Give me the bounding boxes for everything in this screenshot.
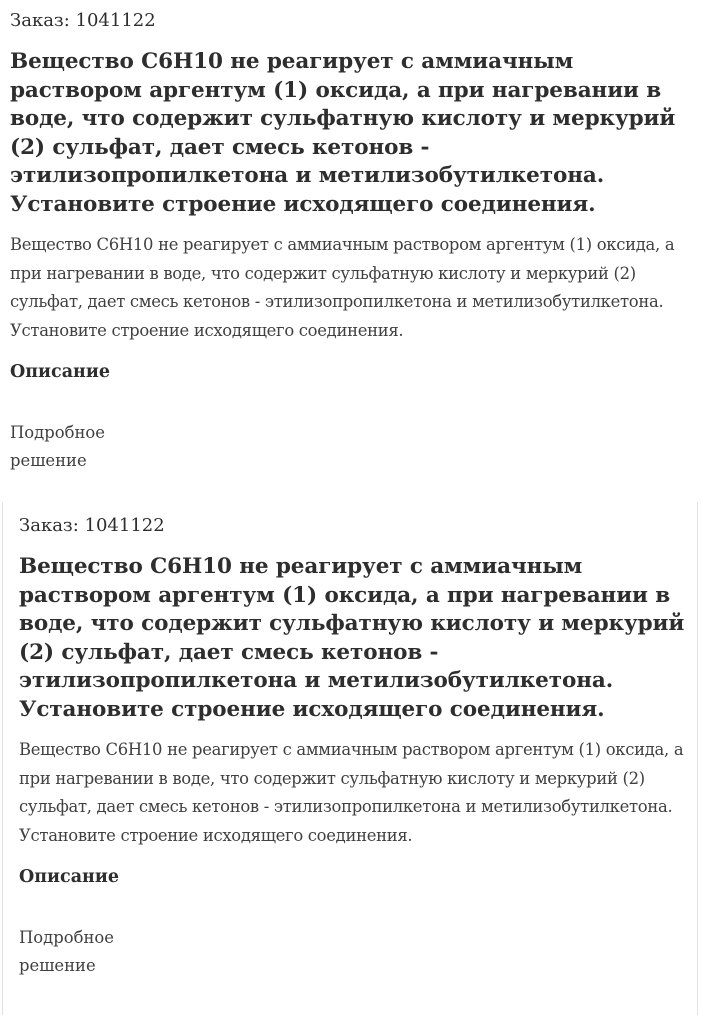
order-number: Заказ: 1041122 (19, 515, 165, 536)
order-number: Заказ: 1041122 (10, 10, 156, 31)
task-block-second (2, 502, 698, 1015)
task-title: Вещество С6Н10 не реагирует с аммиачным раствором аргентум (1) оксида, а при нагревании в воде, что содержит сульфатную кислоту и меркурий (2) сульфат, дает смесь кетонов - этилизопропилкетона и метилизобутилкетона. Установите строение исходящего соединения. (19, 554, 685, 722)
solution-link[interactable]: Подробное решение (19, 928, 114, 975)
task-text: Вещество С6Н10 не реагирует с аммиачным раствором аргентум (1) оксида, а при нагревании в воде, что содержит сульфатную кислоту и меркурий (2) сульфат, дает смесь кетонов - этилизопропилкетона и метилизобутилкетона. Установите строение исходящего соединения. (10, 235, 675, 340)
description-heading: Описание (10, 362, 110, 382)
task-text: Вещество С6Н10 не реагирует с аммиачным раствором аргентум (1) оксида, а при нагревании в воде, что содержит сульфатную кислоту и меркурий (2) сульфат, дает смесь кетонов - этилизопропилкетона и метилизобутилкетона. Установите строение исходящего соединения. (19, 740, 684, 845)
task-title: Вещество С6Н10 не реагирует с аммиачным раствором аргентум (1) оксида, а при нагревании в воде, что содержит сульфатную кислоту и меркурий (2) сульфат, дает смесь кетонов - этилизопропилкетона и метилизобутилкетона. Установите строение исходящего соединения. (10, 49, 676, 217)
description-heading: Описание (19, 867, 119, 887)
task-block-second-inner (19, 513, 691, 980)
task-block-first (10, 8, 695, 475)
solution-link[interactable]: Подробное решение (10, 423, 105, 470)
